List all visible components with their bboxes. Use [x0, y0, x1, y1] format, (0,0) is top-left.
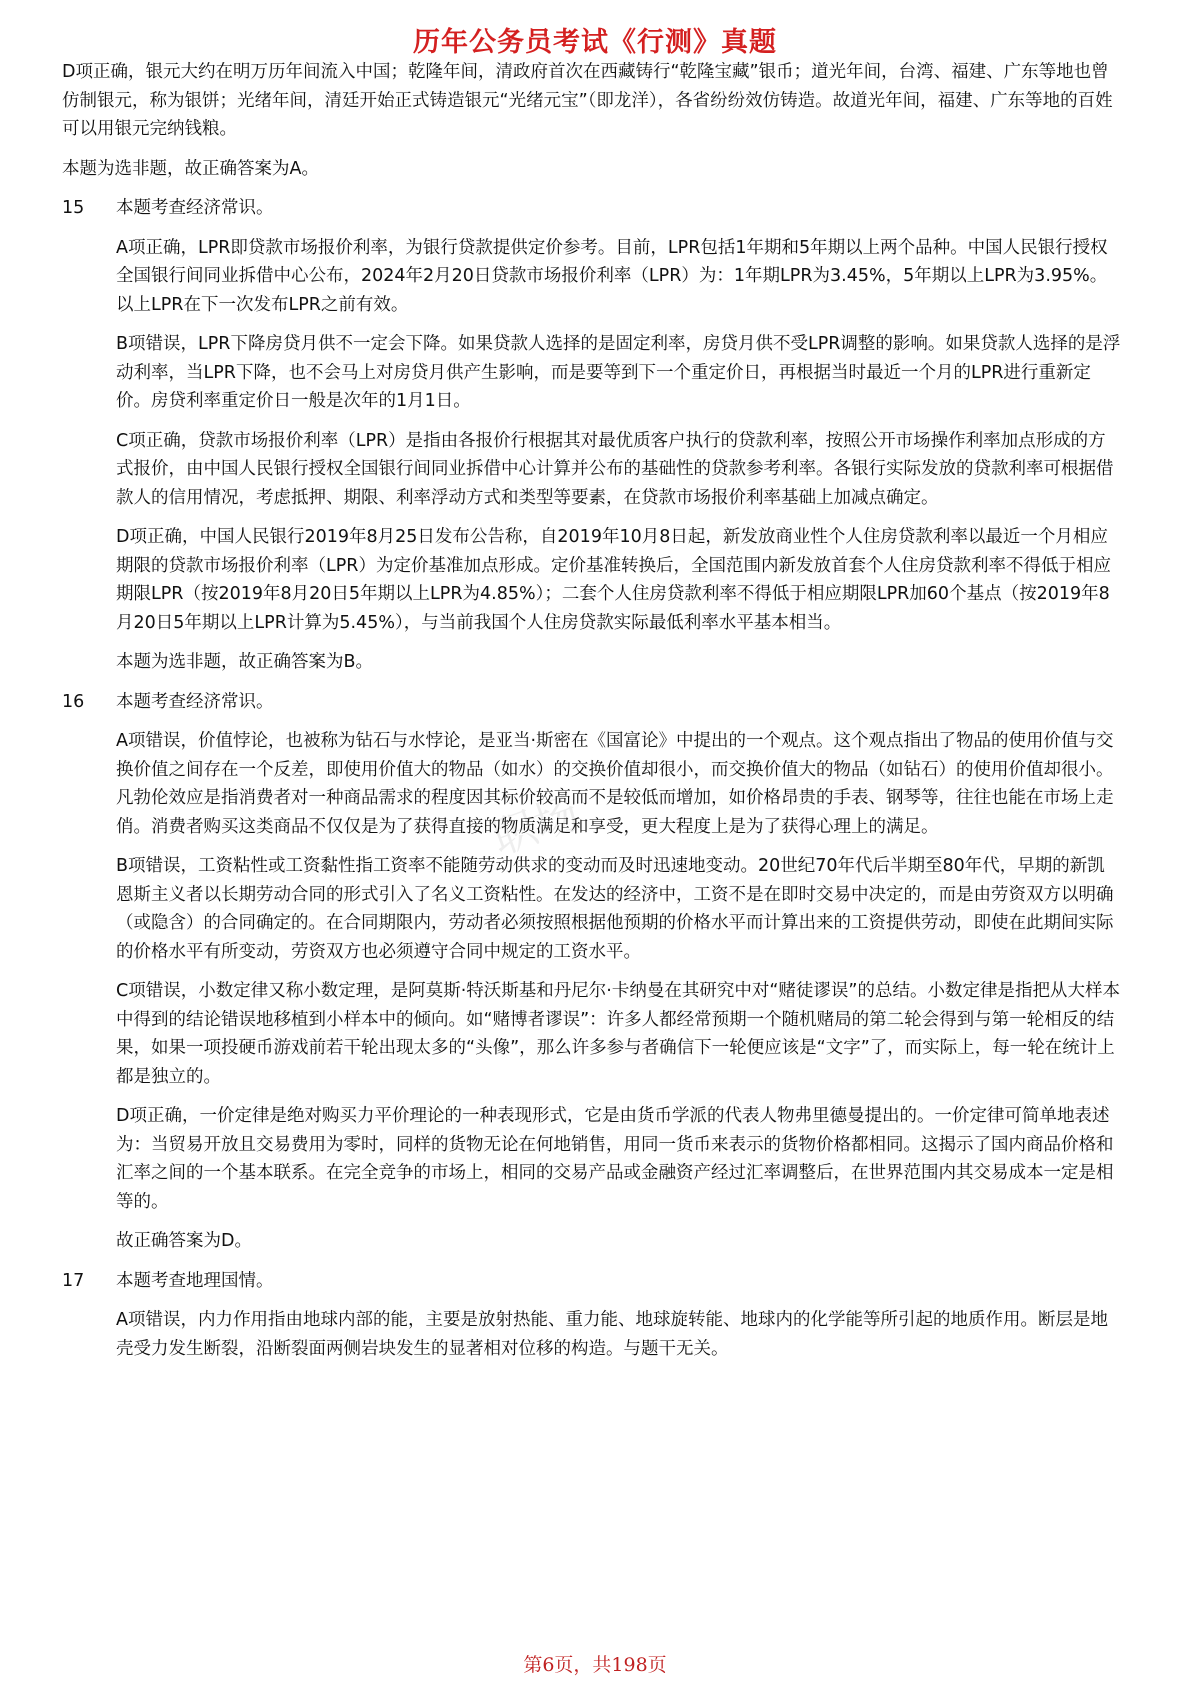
paragraph-q15-option-a: A项正确，LPR即贷款市场报价利率，为银行贷款提供定价参考。目前，LPR包括1年期和5年期以上两个品种。中国人民银行授权全国银行间同业拆借中心公布，2024年2月20日贷款市场报价利率（LPR）为：1年期LPR为3.45%，5年期以上LPR为3.95%。以上LPR在下一次发布LPR之前有效。	[116, 237, 1108, 315]
paragraph-q15-option-d: D项正确，中国人民银行2019年8月25日发布公告称，自2019年10月8日起，新发放商业性个人住房贷款利率以最近一个月相应期限的贷款市场报价利率（LPR）为定价基准加点形成。定价基准转换后，全国范围内新发放首套个人住房贷款利率不得低于相应期限LPR（按2019年8月20日5年期以上LPR为4.85%）；二套个人住房贷款利率不得低于相应期限LPR加60个基点（按2019年8月20日5年期以上LPR计算为5.45%），与当前我国个人住房贷款实际最低利率水平基本相当。	[116, 527, 1111, 633]
paragraph-q16-option-b: B项错误，工资粘性或工资黏性指工资率不能随劳动供求的变动而及时迅速地变动。20世纪70年代后半期至80年代，早期的新凯恩斯主义者以长期劳动合同的形式引入了名义工资粘性。在发达的经济中，工资不是在即时交易中决定的，而是由劳资双方以明确（或隐含）的合同确定的。在合同期限内，劳动者必须按照根据他预期的价格水平而计算出来的工资提供劳动，即使在此期间实际的价格水平有所变动，劳资双方也必须遵守合同中规定的工资水平。	[116, 856, 1114, 962]
paragraph-q16-option-d: D项正确，一价定律是绝对购买力平价理论的一种表现形式，它是由货币学派的代表人物弗里德曼提出的。一价定律可简单地表述为：当贸易开放且交易费用为零时，同样的货物无论在何地销售，用同一货币来表示的货物价格都相同。这揭示了国内商品价格和汇率之间的一个基本联系。在完全竞争的市场上，相同的交易产品或金融资产经过汇率调整后，在世界范围内其交易成本一定是相等的。	[116, 1106, 1114, 1212]
question-topic: 本题考查经济常识。	[116, 198, 274, 218]
paragraph-q16-answer: 故正确答案为D。	[116, 1231, 252, 1251]
question-16-heading	[62, 688, 1122, 717]
question-number: 17	[62, 1270, 85, 1291]
page-title: 历年公务员考试《行测》真题	[413, 27, 777, 58]
paragraph-q16-option-a: A项错误，价值悖论，也被称为钻石与水悖论，是亚当·斯密在《国富论》中提出的一个观点。这个观点指出了物品的使用价值与交换价值之间存在一个反差，即使用价值大的物品（如水）的交换价值却很小，而交换价值大的物品（如钻石）的使用价值却很小。凡勃伦效应是指消费者对一种商品需求的程度因其标价较高而不是较低而增加，如价格昂贵的手表、钢琴等，往往也能在市场上走俏。消费者购买这类商品不仅仅是为了获得直接的物质满足和享受，更大程度上是为了获得心理上的满足。	[116, 731, 1114, 837]
paragraph-q14-option-d: D项正确，银元大约在明万历年间流入中国；乾隆年间，清政府首次在西藏铸行“乾隆宝藏”银币；道光年间，台湾、福建、广东等地也曾仿制银元，称为银饼；光绪年间，清廷开始正式铸造银元“光绪元宝”（即龙洋），各省纷纷效仿铸造。故道光年间，福建、广东等地的百姓可以用银元完纳钱粮。	[62, 62, 1113, 139]
paragraph-q15-option-c: C项正确，贷款市场报价利率（LPR）是指由各报价行根据其对最优质客户执行的贷款利率，按照公开市场操作利率加点形成的方式报价，由中国人民银行授权全国银行间同业拆借中心计算并公布的基础性的贷款参考利率。各银行实际发放的贷款利率可根据借款人的信用情况，考虑抵押、期限、利率浮动方式和类型等要素，在贷款市场报价利率基础上加减点确定。	[116, 430, 1114, 508]
document-body	[62, 58, 1122, 1374]
paragraph-q15-answer: 本题为选非题，故正确答案为B。	[116, 652, 374, 672]
paragraph-q17-option-a: A项错误，内力作用指由地球内部的能，主要是放射热能、重力能、地球旋转能、地球内的化学能等所引起的地质作用。断层是地壳受力发生断裂，沿断裂面两侧岩块发生的显著相对位移的构造。与题干无关。	[116, 1310, 1108, 1359]
page-number: 第6页，共198页	[523, 1654, 667, 1676]
question-number: 16	[62, 691, 85, 712]
paragraph-q16-option-c: C项错误，小数定律又称小数定理，是阿莫斯·特沃斯基和丹尼尔·卡纳曼在其研究中对“赌徒谬误”的总结。小数定律是指把从大样本中得到的结论错误地移植到小样本中的倾向。如“赌博者谬误”：许多人都经常预期一个随机赌局的第二轮会得到与第一轮相反的结果，如果一项投硬币游戏前若干轮出现太多的“头像”，那么许多参与者确信下一轮便应该是“文字”了，而实际上，每一轮在统计上都是独立的。	[116, 981, 1120, 1087]
question-15-heading	[62, 194, 1122, 223]
question-number: 15	[62, 198, 85, 218]
question-topic: 本题考查经济常识。	[116, 691, 274, 712]
watermark: 职场	[485, 787, 586, 866]
question-17-heading	[62, 1267, 1122, 1296]
question-topic: 本题考查地理国情。	[116, 1270, 274, 1291]
paragraph-q15-option-b: B项错误，LPR下降房贷月供不一定会下降。如果贷款人选择的是固定利率，房贷月供不受LPR调整的影响。如果贷款人选择的是浮动利率，当LPR下降，也不会马上对房贷月供产生影响，而是要等到下一个重定价日，再根据当时最近一个月的LPR进行重新定价。房贷利率重定价日一般是次年的1月1日。	[116, 334, 1121, 411]
paragraph-q14-answer: 本题为选非题，故正确答案为A。	[62, 158, 319, 179]
